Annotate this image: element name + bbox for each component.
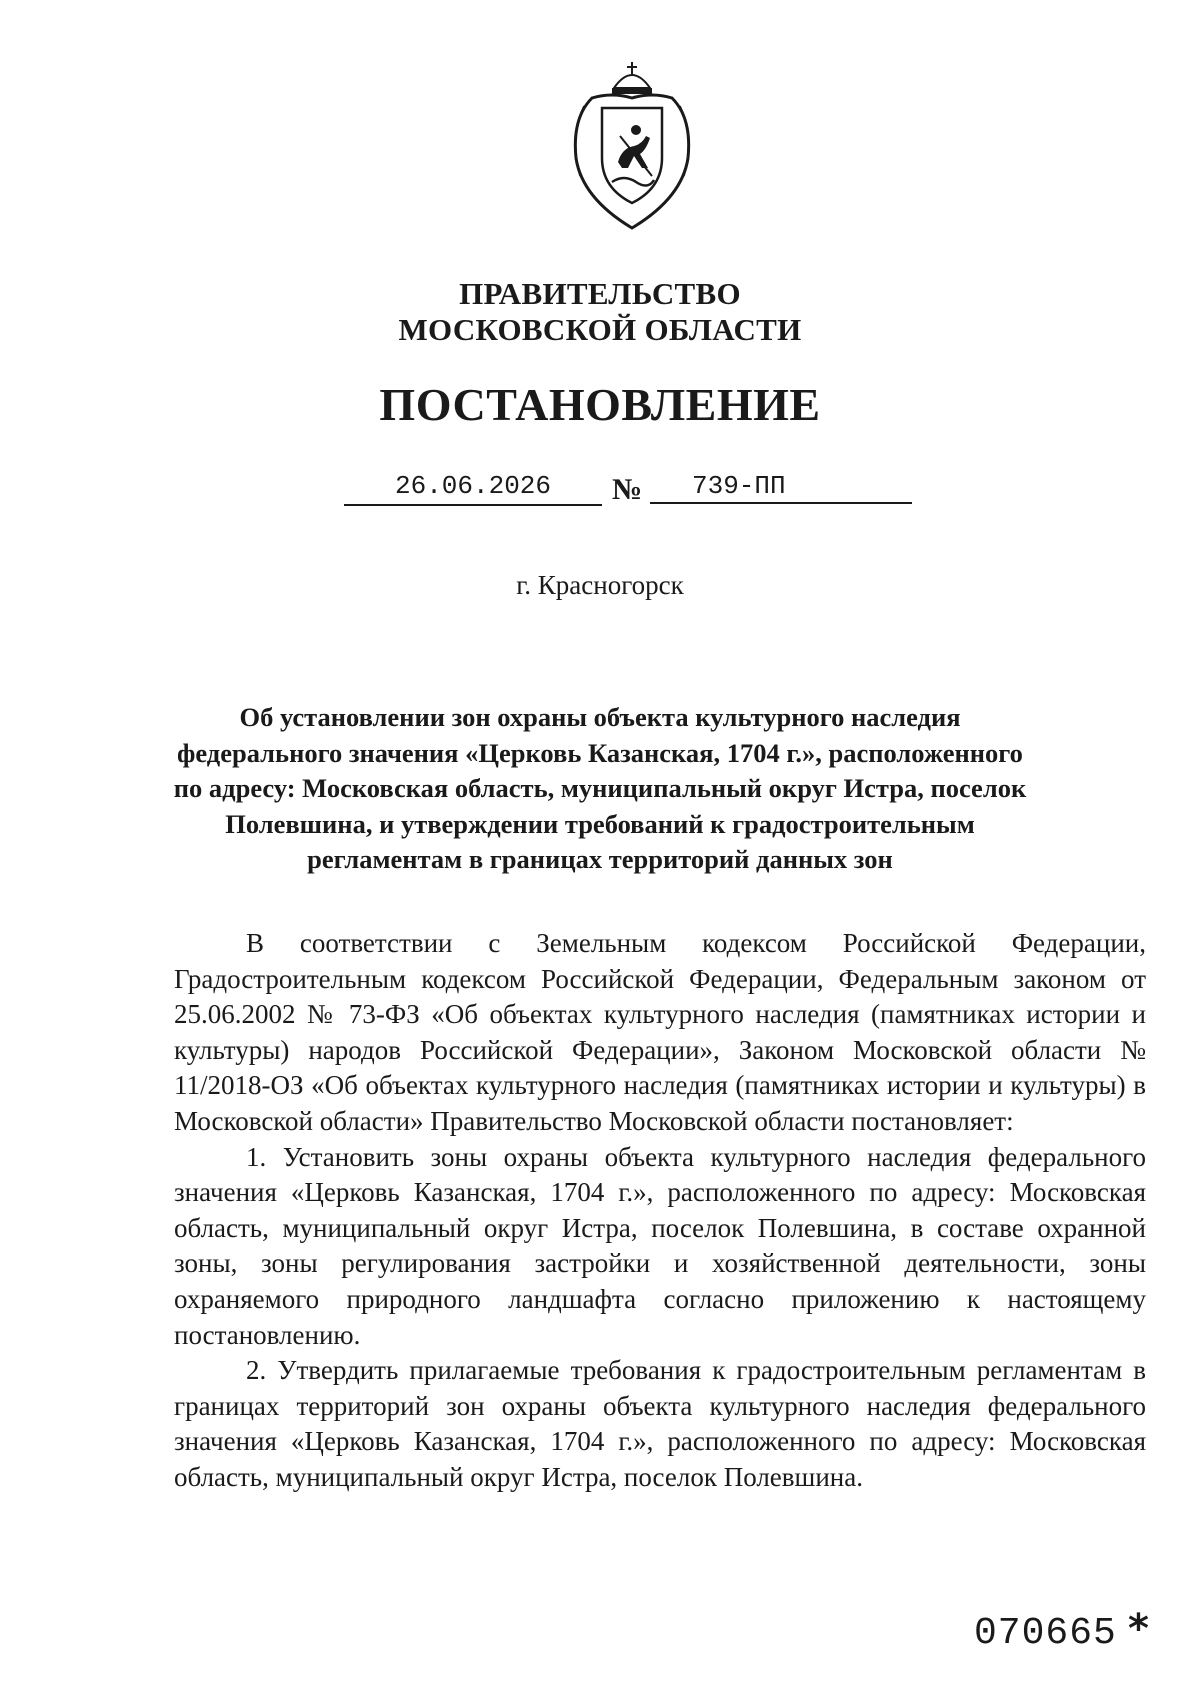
organization-name-line1: ПРАВИТЕЛЬСТВО (459, 276, 741, 311)
asterisk-mark: * (1128, 1606, 1149, 1652)
registration-line (0, 468, 1200, 508)
document-number: 739-ПП (650, 468, 912, 504)
organization-name-line2: МОСКОВСКОЙ ОБЛАСТИ (398, 312, 802, 347)
document-body (174, 926, 1146, 1496)
preamble-paragraph: В соответствии с Земельным кодексом Российской Федерации, Градостроительным кодексом Российской Федерации, Федеральным законом от 25.06.2002 № 73-ФЗ «Об объектах культурного наследия (памятниках истории и культуры) народов Российской Федерации», Законом Московской области № 11/2018-ОЗ «Об объектах культурного наследия (памятниках истории и культуры) в Московской области» Правительство Московской области постановляет: (174, 928, 1146, 1136)
item-1-paragraph: 1. Установить зоны охраны объекта культурного наследия федерального значения «Церковь Казанская, 1704 г.», расположенного по адресу: Московская область, муниципальный округ Истра, поселок Полевшина, в составе охранной зоны, зоны регулирования застройки и хозяйственной деятельности, зоны охраняемого природного ландшафта согласно приложению к настоящему постановлению. (174, 1141, 1146, 1350)
document-date: 26.06.2026 (344, 468, 602, 506)
document-kind: ПОСТАНОВЛЕНИЕ (379, 379, 821, 430)
document-title: Об установлении зон охраны объекта культурного наследия федерального значения «Церковь Казанская, 1704 г.», расположенного по адресу: Московская область, муниципальный округ Истра, поселок Полевшина, и утверждении требований к градостроительным регламентам в границах территорий данных зон (173, 702, 1027, 874)
item-2-paragraph: 2. Утвердить прилагаемые требования к градостроительным регламентам в границах территорий зон охраны объекта культурного наследия федерального значения «Церковь Казанская, 1704 г.», расположенного по адресу: Московская область, муниципальный округ Истра, поселок Полевшина. (174, 1355, 1146, 1492)
form-serial-number: 070665 (974, 1612, 1117, 1655)
place-of-issue: г. Красногорск (516, 570, 684, 600)
coat-of-arms-icon (562, 58, 702, 233)
number-sign: № (612, 473, 643, 506)
